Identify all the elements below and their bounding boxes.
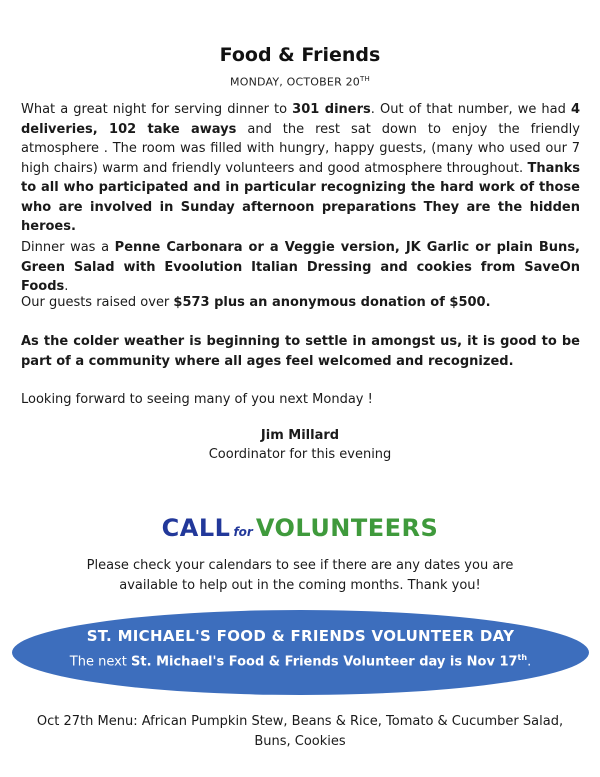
date-suffix: th — [517, 653, 528, 662]
paragraph-dinner-summary — [21, 100, 580, 237]
text-segment: Dinner was a — [21, 240, 115, 255]
bold-segment: St. Michael's Food & Friends Volunteer day is Nov 17 — [131, 654, 518, 670]
call-word: CALL — [161, 514, 231, 542]
banner-title: ST. MICHAEL'S FOOD & FRIENDS VOLUNTEER DAY — [86, 627, 515, 645]
bold-segment: Thanks to all who participated and in particular recognizing the hard work of those who are involved in Sunday afternoon preparations They are the hidden heroes. — [21, 160, 580, 234]
text-segment: The next — [69, 654, 132, 670]
signature-name: Jim Millard — [260, 428, 340, 443]
volunteer-day-banner — [12, 610, 589, 695]
text-segment: What a great night for serving dinner to — [21, 102, 293, 117]
next-menu-text: Oct 27th Menu: African Pumpkin Stew, Beans & Rice, Tomato & Cucumber Salad, Buns, Cookies — [36, 714, 564, 749]
date-line — [0, 75, 600, 89]
bold-segment: 4 deliveries, 102 take aways — [21, 102, 580, 137]
date-suffix: TH — [360, 75, 370, 83]
bold-segment: 301 diners — [292, 102, 371, 117]
text-segment: . — [527, 654, 532, 670]
text-segment: Looking forward to seeing many of you next Monday ! — [21, 392, 373, 407]
bold-segment: As the colder weather is beginning to settle in amongst us, it is good to be part of a community where all ages feel welcomed and recognized. — [21, 334, 580, 369]
for-word: for — [233, 525, 253, 539]
paragraph-menu-served — [21, 238, 580, 297]
banner-text — [12, 653, 589, 669]
bold-segment: Penne Carbonara or a Veggie version, JK Garlic or plain Buns, Green Salad with Evoolution Italian Dressing and cookies from SaveOn Foods — [21, 240, 580, 294]
paragraph-donations — [21, 293, 580, 313]
signature-role: Coordinator for this evening — [208, 447, 392, 462]
text-segment: . Out of that number, we had — [370, 102, 571, 117]
bold-segment: $573 plus an anonymous donation of $500. — [173, 295, 491, 310]
call-for-volunteers-heading — [0, 514, 600, 542]
text-segment: and the rest sat down to enjoy the friendly atmosphere . The room was filled with hungry, happy guests, (many who used our 7 high chairs) warm and friendly volunteers and good atmosphere throughout. — [21, 121, 580, 176]
page-title: Food & Friends — [219, 44, 381, 66]
text-segment: Our guests raised over — [21, 295, 174, 310]
volunteers-word: VOLUNTEERS — [255, 514, 439, 542]
paragraph-closing — [21, 390, 580, 410]
paragraph-community — [21, 332, 580, 371]
call-for-volunteers-text: Please check your calendars to see if there are any dates you are available to help out in the coming months. Thank you! — [86, 558, 514, 593]
text-segment: . — [64, 279, 69, 294]
date-text: MONDAY, OCTOBER 20 — [230, 75, 361, 89]
